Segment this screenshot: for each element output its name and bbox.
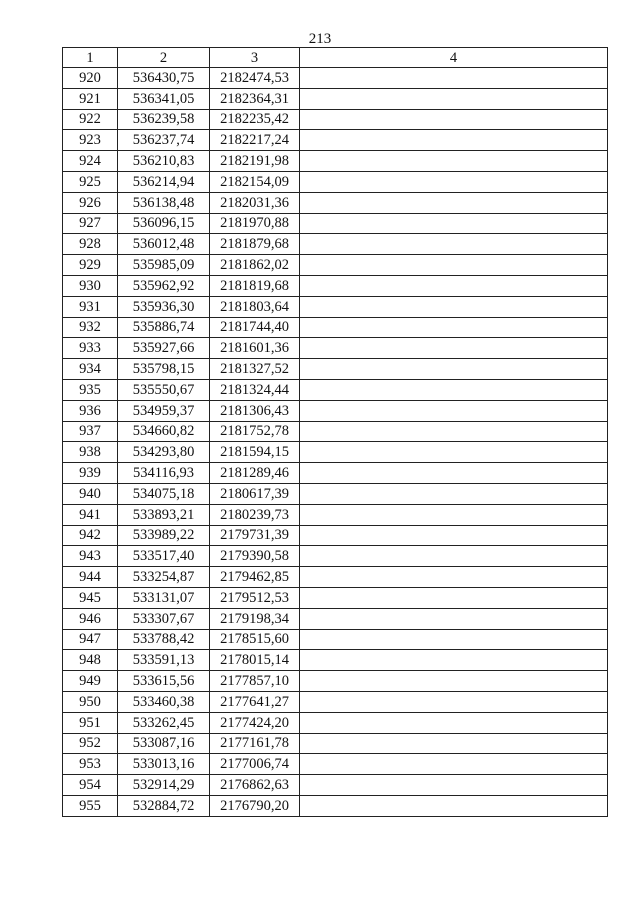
x-coordinate-cell: 534293,80 <box>118 442 210 463</box>
point-number-cell: 926 <box>63 192 118 213</box>
x-coordinate-cell: 533087,16 <box>118 733 210 754</box>
table-row <box>63 671 608 692</box>
point-number-cell: 927 <box>63 213 118 234</box>
x-coordinate-cell: 535927,66 <box>118 338 210 359</box>
x-coordinate-cell: 535962,92 <box>118 275 210 296</box>
table-row <box>63 712 608 733</box>
y-coordinate-cell: 2181601,36 <box>210 338 300 359</box>
description-cell <box>300 504 608 525</box>
description-cell <box>300 463 608 484</box>
description-cell <box>300 629 608 650</box>
description-cell <box>300 733 608 754</box>
point-number-cell: 938 <box>63 442 118 463</box>
x-coordinate-cell: 534660,82 <box>118 421 210 442</box>
point-number-cell: 953 <box>63 754 118 775</box>
point-number-cell: 925 <box>63 171 118 192</box>
point-number-cell: 933 <box>63 338 118 359</box>
point-number-cell: 940 <box>63 483 118 504</box>
description-cell <box>300 483 608 504</box>
point-number-cell: 924 <box>63 151 118 172</box>
y-coordinate-cell: 2181289,46 <box>210 463 300 484</box>
x-coordinate-cell: 536237,74 <box>118 130 210 151</box>
table-row <box>63 338 608 359</box>
y-coordinate-cell: 2181879,68 <box>210 234 300 255</box>
y-coordinate-cell: 2182191,98 <box>210 151 300 172</box>
description-cell <box>300 712 608 733</box>
x-coordinate-cell: 535985,09 <box>118 255 210 276</box>
y-coordinate-cell: 2179198,34 <box>210 608 300 629</box>
y-coordinate-cell: 2182217,24 <box>210 130 300 151</box>
y-coordinate-cell: 2181594,15 <box>210 442 300 463</box>
point-number-cell: 949 <box>63 671 118 692</box>
y-coordinate-cell: 2181862,02 <box>210 255 300 276</box>
x-coordinate-cell: 533307,67 <box>118 608 210 629</box>
description-cell <box>300 546 608 567</box>
point-number-cell: 954 <box>63 775 118 796</box>
x-coordinate-cell: 535798,15 <box>118 359 210 380</box>
x-coordinate-cell: 536138,48 <box>118 192 210 213</box>
point-number-cell: 936 <box>63 400 118 421</box>
y-coordinate-cell: 2181752,78 <box>210 421 300 442</box>
point-number-cell: 951 <box>63 712 118 733</box>
description-cell <box>300 775 608 796</box>
table-row <box>63 608 608 629</box>
x-coordinate-cell: 535936,30 <box>118 296 210 317</box>
description-cell <box>300 587 608 608</box>
x-coordinate-cell: 533989,22 <box>118 525 210 546</box>
x-coordinate-cell: 535550,67 <box>118 379 210 400</box>
description-cell <box>300 255 608 276</box>
y-coordinate-cell: 2177641,27 <box>210 691 300 712</box>
description-cell <box>300 88 608 109</box>
point-number-cell: 930 <box>63 275 118 296</box>
y-coordinate-cell: 2177006,74 <box>210 754 300 775</box>
table-row <box>63 68 608 89</box>
point-number-cell: 944 <box>63 567 118 588</box>
point-number-cell: 941 <box>63 504 118 525</box>
y-coordinate-cell: 2181306,43 <box>210 400 300 421</box>
description-cell <box>300 359 608 380</box>
x-coordinate-cell: 533517,40 <box>118 546 210 567</box>
y-coordinate-cell: 2176790,20 <box>210 795 300 816</box>
table-row <box>63 733 608 754</box>
y-coordinate-cell: 2180239,73 <box>210 504 300 525</box>
y-coordinate-cell: 2181970,88 <box>210 213 300 234</box>
description-cell <box>300 795 608 816</box>
x-coordinate-cell: 536214,94 <box>118 171 210 192</box>
x-coordinate-cell: 535886,74 <box>118 317 210 338</box>
point-number-cell: 947 <box>63 629 118 650</box>
table-body <box>63 68 608 817</box>
y-coordinate-cell: 2179390,58 <box>210 546 300 567</box>
table-row <box>63 88 608 109</box>
x-coordinate-cell: 536012,48 <box>118 234 210 255</box>
point-number-cell: 948 <box>63 650 118 671</box>
table-row <box>63 546 608 567</box>
point-number-cell: 923 <box>63 130 118 151</box>
x-coordinate-cell: 534075,18 <box>118 483 210 504</box>
table-row <box>63 317 608 338</box>
table-row <box>63 795 608 816</box>
x-coordinate-cell: 534116,93 <box>118 463 210 484</box>
point-number-cell: 945 <box>63 587 118 608</box>
description-cell <box>300 650 608 671</box>
point-number-cell: 952 <box>63 733 118 754</box>
table-row <box>63 483 608 504</box>
table-row <box>63 629 608 650</box>
point-number-cell: 946 <box>63 608 118 629</box>
table-row <box>63 359 608 380</box>
description-cell <box>300 192 608 213</box>
page-number: 213 <box>308 31 332 47</box>
table-row <box>63 463 608 484</box>
table-row <box>63 421 608 442</box>
table-row <box>63 587 608 608</box>
description-cell <box>300 275 608 296</box>
y-coordinate-cell: 2177424,20 <box>210 712 300 733</box>
table-row <box>63 504 608 525</box>
point-number-cell: 929 <box>63 255 118 276</box>
y-coordinate-cell: 2177161,78 <box>210 733 300 754</box>
y-coordinate-cell: 2182364,31 <box>210 88 300 109</box>
y-coordinate-cell: 2182031,36 <box>210 192 300 213</box>
y-coordinate-cell: 2179731,39 <box>210 525 300 546</box>
x-coordinate-cell: 533013,16 <box>118 754 210 775</box>
table-row <box>63 109 608 130</box>
description-cell <box>300 234 608 255</box>
description-cell <box>300 317 608 338</box>
y-coordinate-cell: 2182154,09 <box>210 171 300 192</box>
description-cell <box>300 296 608 317</box>
table-row <box>63 192 608 213</box>
table-row <box>63 442 608 463</box>
y-coordinate-cell: 2178515,60 <box>210 629 300 650</box>
description-cell <box>300 130 608 151</box>
point-number-cell: 935 <box>63 379 118 400</box>
coordinates-table <box>62 47 608 817</box>
table-row <box>63 567 608 588</box>
x-coordinate-cell: 533460,38 <box>118 691 210 712</box>
y-coordinate-cell: 2181327,52 <box>210 359 300 380</box>
description-cell <box>300 213 608 234</box>
description-cell <box>300 754 608 775</box>
x-coordinate-cell: 533615,56 <box>118 671 210 692</box>
column-header: 4 <box>300 48 608 68</box>
description-cell <box>300 525 608 546</box>
table-row <box>63 525 608 546</box>
y-coordinate-cell: 2181324,44 <box>210 379 300 400</box>
description-cell <box>300 421 608 442</box>
x-coordinate-cell: 533262,45 <box>118 712 210 733</box>
table-row <box>63 275 608 296</box>
description-cell <box>300 671 608 692</box>
table-header-row <box>63 48 608 68</box>
point-number-cell: 955 <box>63 795 118 816</box>
description-cell <box>300 171 608 192</box>
x-coordinate-cell: 536341,05 <box>118 88 210 109</box>
table-row <box>63 213 608 234</box>
x-coordinate-cell: 533131,07 <box>118 587 210 608</box>
y-coordinate-cell: 2182474,53 <box>210 68 300 89</box>
point-number-cell: 937 <box>63 421 118 442</box>
table-row <box>63 171 608 192</box>
y-coordinate-cell: 2179462,85 <box>210 567 300 588</box>
description-cell <box>300 567 608 588</box>
point-number-cell: 943 <box>63 546 118 567</box>
table-row <box>63 775 608 796</box>
description-cell <box>300 691 608 712</box>
point-number-cell: 942 <box>63 525 118 546</box>
column-header: 3 <box>210 48 300 68</box>
table-row <box>63 400 608 421</box>
table-row <box>63 130 608 151</box>
description-cell <box>300 379 608 400</box>
description-cell <box>300 68 608 89</box>
table-row <box>63 255 608 276</box>
y-coordinate-cell: 2177857,10 <box>210 671 300 692</box>
table-row <box>63 379 608 400</box>
point-number-cell: 931 <box>63 296 118 317</box>
y-coordinate-cell: 2176862,63 <box>210 775 300 796</box>
x-coordinate-cell: 533788,42 <box>118 629 210 650</box>
table-row <box>63 691 608 712</box>
table-row <box>63 296 608 317</box>
description-cell <box>300 608 608 629</box>
x-coordinate-cell: 533254,87 <box>118 567 210 588</box>
point-number-cell: 939 <box>63 463 118 484</box>
x-coordinate-cell: 536096,15 <box>118 213 210 234</box>
y-coordinate-cell: 2179512,53 <box>210 587 300 608</box>
column-header: 1 <box>63 48 118 68</box>
point-number-cell: 950 <box>63 691 118 712</box>
description-cell <box>300 400 608 421</box>
table-row <box>63 754 608 775</box>
y-coordinate-cell: 2180617,39 <box>210 483 300 504</box>
point-number-cell: 920 <box>63 68 118 89</box>
y-coordinate-cell: 2181819,68 <box>210 275 300 296</box>
description-cell <box>300 338 608 359</box>
description-cell <box>300 151 608 172</box>
x-coordinate-cell: 536430,75 <box>118 68 210 89</box>
x-coordinate-cell: 536210,83 <box>118 151 210 172</box>
point-number-cell: 922 <box>63 109 118 130</box>
table-row <box>63 234 608 255</box>
x-coordinate-cell: 536239,58 <box>118 109 210 130</box>
x-coordinate-cell: 533893,21 <box>118 504 210 525</box>
column-header: 2 <box>118 48 210 68</box>
x-coordinate-cell: 532884,72 <box>118 795 210 816</box>
table-row <box>63 650 608 671</box>
description-cell <box>300 109 608 130</box>
point-number-cell: 928 <box>63 234 118 255</box>
y-coordinate-cell: 2178015,14 <box>210 650 300 671</box>
y-coordinate-cell: 2181744,40 <box>210 317 300 338</box>
point-number-cell: 934 <box>63 359 118 380</box>
point-number-cell: 932 <box>63 317 118 338</box>
y-coordinate-cell: 2182235,42 <box>210 109 300 130</box>
y-coordinate-cell: 2181803,64 <box>210 296 300 317</box>
x-coordinate-cell: 532914,29 <box>118 775 210 796</box>
x-coordinate-cell: 533591,13 <box>118 650 210 671</box>
description-cell <box>300 442 608 463</box>
point-number-cell: 921 <box>63 88 118 109</box>
x-coordinate-cell: 534959,37 <box>118 400 210 421</box>
table-row <box>63 151 608 172</box>
